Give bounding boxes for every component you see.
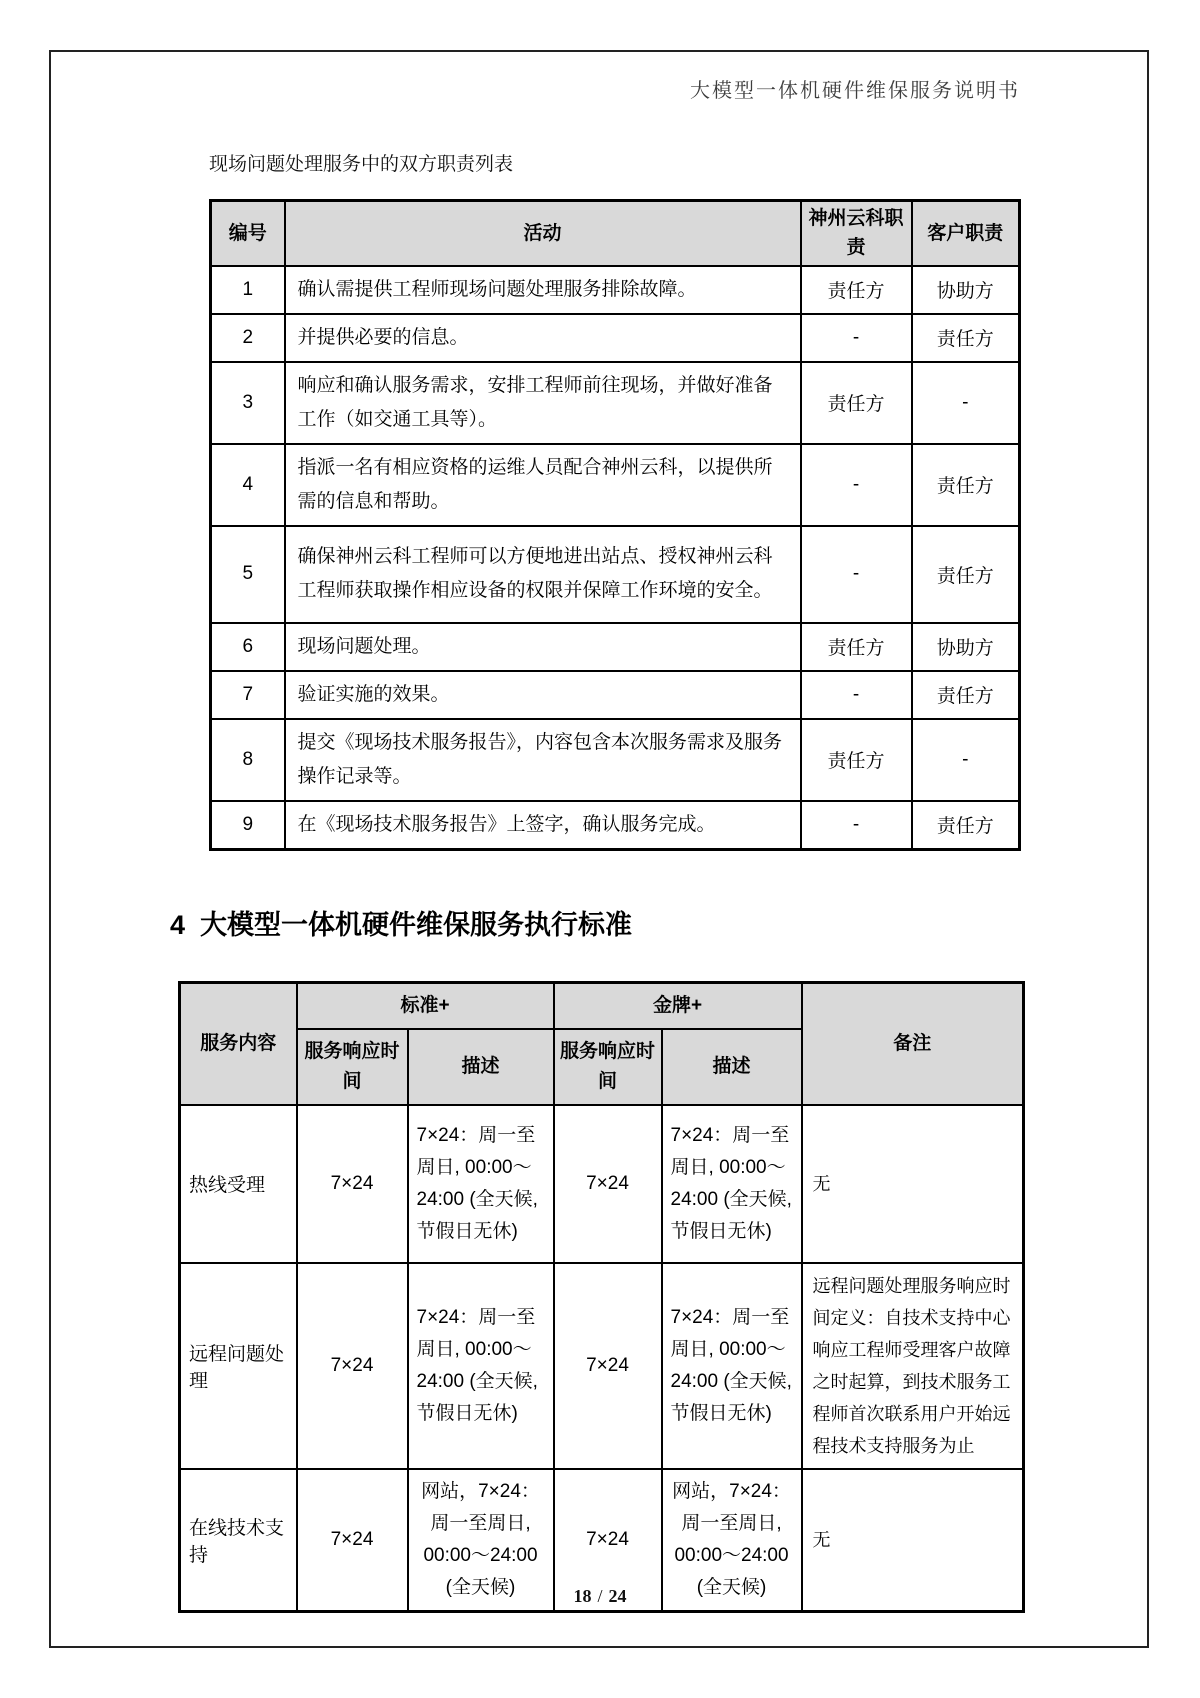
vendor-duty-cell: -: [801, 314, 912, 362]
activity-cell: 确保神州云科工程师可以方便地进出站点、授权神州云科工程师获取操作相应设备的权限并保障工作环境的安全。: [285, 526, 801, 623]
table-row: [211, 444, 1020, 526]
row-no: 2: [211, 314, 285, 362]
section-number: 4: [170, 910, 186, 940]
table-row: [211, 801, 1020, 850]
standard-desc-cell: 7×24：周一至 周日, 00:00～ 24:00 (全天候, 节假日无休): [408, 1263, 554, 1469]
customer-duty-cell: 责任方: [912, 801, 1020, 850]
doc-header-title: 大模型一体机硬件维保服务说明书: [690, 80, 1020, 102]
customer-duty-cell: -: [912, 719, 1020, 801]
header-service-content: 服务内容: [180, 983, 297, 1105]
header-gold-plus: 金牌+: [554, 983, 802, 1029]
intro-text: 现场问题处理服务中的双方职责列表: [209, 154, 514, 175]
vendor-duty-cell: -: [801, 444, 912, 526]
row-no: 6: [211, 623, 285, 671]
vendor-duty-cell: 责任方: [801, 266, 912, 314]
header-customer-duty: 客户职责: [912, 201, 1020, 266]
header-response-time-standard: 服务响应时间: [297, 1029, 408, 1105]
footer-total-pages: 24: [608, 1586, 627, 1606]
customer-duty-cell: 协助方: [912, 623, 1020, 671]
section-heading: [170, 903, 632, 942]
standard-desc-cell: 网站，7×24： 周一至周日, 00:00～24:00 (全天候): [408, 1469, 554, 1612]
remark-cell: 无: [802, 1105, 1024, 1263]
activity-cell: 现场问题处理。: [285, 623, 801, 671]
table-row: [211, 671, 1020, 719]
customer-duty-cell: 责任方: [912, 671, 1020, 719]
service-standards-table: [178, 981, 1025, 1613]
table-row: [211, 623, 1020, 671]
table-row: [211, 314, 1020, 362]
row-no: 9: [211, 801, 285, 850]
vendor-duty-cell: 责任方: [801, 623, 912, 671]
header-desc-gold: 描述: [662, 1029, 802, 1105]
row-no: 4: [211, 444, 285, 526]
service-name-cell: 远程问题处理: [180, 1263, 297, 1469]
gold-response-cell: 7×24: [554, 1469, 662, 1612]
section-title: 大模型一体机硬件维保服务执行标准: [200, 910, 633, 940]
table-row: [211, 526, 1020, 623]
activity-cell: 并提供必要的信息。: [285, 314, 801, 362]
table-header-row: [211, 201, 1020, 266]
footer-page-number: 18: [573, 1586, 592, 1606]
table-row: [211, 362, 1020, 444]
header-vendor-duty: 神州云科职责: [801, 201, 912, 266]
customer-duty-cell: 协助方: [912, 266, 1020, 314]
header-activity: 活动: [285, 201, 801, 266]
activity-cell: 在《现场技术服务报告》上签字，确认服务完成。: [285, 801, 801, 850]
vendor-duty-cell: -: [801, 801, 912, 850]
responsibilities-table: [209, 199, 1021, 851]
vendor-duty-cell: 责任方: [801, 719, 912, 801]
activity-cell: 指派一名有相应资格的运维人员配合神州云科，以提供所需的信息和帮助。: [285, 444, 801, 526]
gold-desc-cell: 7×24：周一至 周日, 00:00～ 24:00 (全天候, 节假日无休): [662, 1105, 802, 1263]
standard-response-cell: 7×24: [297, 1105, 408, 1263]
vendor-duty-cell: -: [801, 526, 912, 623]
remark-cell: 远程问题处理服务响应时间定义：自技术支持中心响应工程师受理客户故障之时起算，到技术服务工程师首次联系用户开始远程技术支持服务为止: [802, 1263, 1024, 1469]
standard-response-cell: 7×24: [297, 1263, 408, 1469]
table-row: [211, 719, 1020, 801]
service-name-cell: 在线技术支持: [180, 1469, 297, 1612]
customer-duty-cell: -: [912, 362, 1020, 444]
activity-cell: 验证实施的效果。: [285, 671, 801, 719]
customer-duty-cell: 责任方: [912, 444, 1020, 526]
row-no: 8: [211, 719, 285, 801]
header-response-time-gold: 服务响应时间: [554, 1029, 662, 1105]
standard-response-cell: 7×24: [297, 1469, 408, 1612]
gold-response-cell: 7×24: [554, 1263, 662, 1469]
activity-cell: 响应和确认服务需求，安排工程师前往现场，并做好准备工作（如交通工具等）。: [285, 362, 801, 444]
row-no: 3: [211, 362, 285, 444]
header-no: 编号: [211, 201, 285, 266]
gold-response-cell: 7×24: [554, 1105, 662, 1263]
gold-desc-cell: 网站，7×24： 周一至周日, 00:00～24:00 (全天候): [662, 1469, 802, 1612]
standard-desc-cell: 7×24：周一至 周日, 00:00～ 24:00 (全天候, 节假日无休): [408, 1105, 554, 1263]
header-desc-standard: 描述: [408, 1029, 554, 1105]
row-no: 1: [211, 266, 285, 314]
remark-cell: 无: [802, 1469, 1024, 1612]
service-name-cell: 热线受理: [180, 1105, 297, 1263]
standards-header-row-1: [180, 983, 1024, 1029]
standards-row: [180, 1105, 1024, 1263]
header-remark: 备注: [802, 983, 1024, 1105]
customer-duty-cell: 责任方: [912, 526, 1020, 623]
vendor-duty-cell: -: [801, 671, 912, 719]
table-row: [211, 266, 1020, 314]
activity-cell: 确认需提供工程师现场问题处理服务排除故障。: [285, 266, 801, 314]
vendor-duty-cell: 责任方: [801, 362, 912, 444]
row-no: 5: [211, 526, 285, 623]
header-standard-plus: 标准+: [297, 983, 554, 1029]
standards-row: [180, 1263, 1024, 1469]
activity-cell: 提交《现场技术服务报告》，内容包含本次服务需求及服务操作记录等。: [285, 719, 801, 801]
gold-desc-cell: 7×24：周一至 周日, 00:00～ 24:00 (全天候, 节假日无休): [662, 1263, 802, 1469]
row-no: 7: [211, 671, 285, 719]
footer-separator: /: [597, 1586, 603, 1606]
page-footer: [0, 1586, 1200, 1607]
customer-duty-cell: 责任方: [912, 314, 1020, 362]
